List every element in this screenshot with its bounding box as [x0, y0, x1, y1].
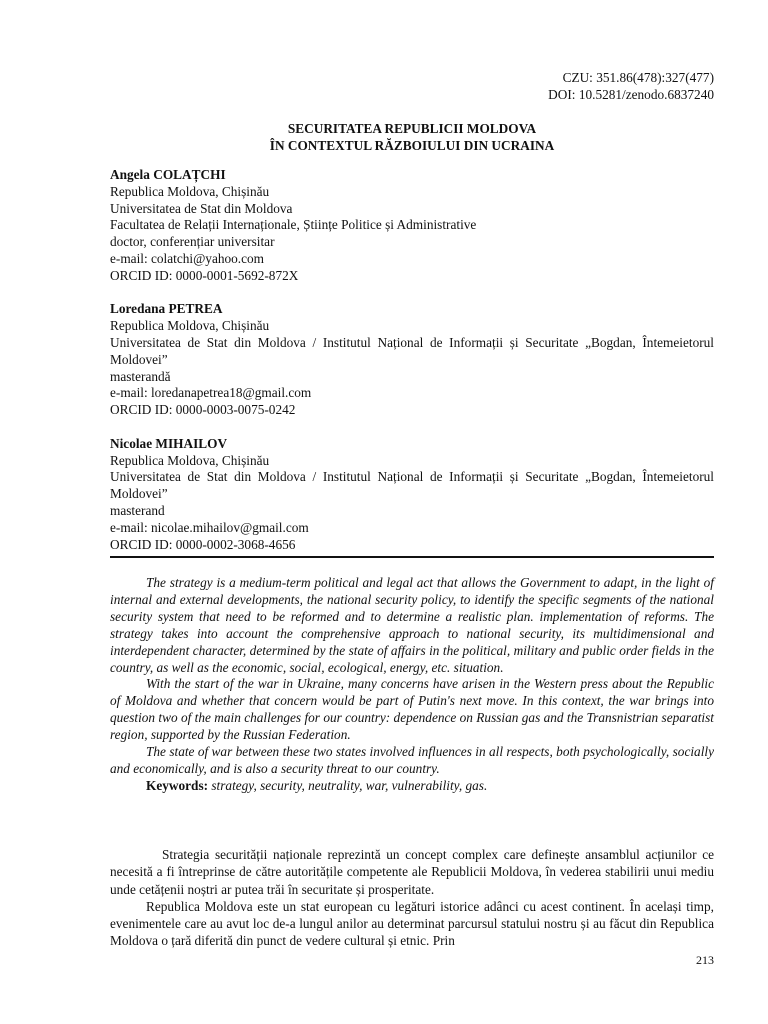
- author-block: [110, 167, 714, 285]
- abstract-paragraph: The state of war between these two states involved influences in all respects, both psychologically, socially and economically, and is also a security threat to our country.: [110, 744, 714, 776]
- author-name: Angela COLAȚCHI: [110, 167, 226, 182]
- doi: DOI: 10.5281/zenodo.6837240: [548, 87, 714, 102]
- keywords-label: Keywords:: [146, 777, 209, 793]
- author-faculty: Facultatea de Relații Internaționale, Științe Politice și Administrative: [110, 217, 477, 233]
- abstract: [110, 575, 714, 795]
- author-title: masterandă: [110, 368, 171, 384]
- body-text: [110, 846, 714, 950]
- abstract-paragraph: The strategy is a medium-term political and legal act that allows the Government to adapt, in the light of internal and external developments, the national security policy, to identify the specific segments of the national security system that need to be reformed and to determine a realistic plan. implementation of reforms. The strategy takes into account the comprehensive approach to national security, its multidimensional and interdependent character, determined by the state of affairs in the political, military and public order fields in the country, as well as the economic, social, ecological, energy, etc. situation.: [110, 575, 714, 675]
- czu-code: CZU: 351.86(478):327(477): [562, 70, 714, 85]
- body-paragraph: Republica Moldova este un stat european cu legături istorice adânci cu acest continent. În același timp, evenimentele care au avut loc de-a lungul anilor au determinat parcursul statului nostru și au făcut din Republica Moldova o țară diferită din punct de vedere cultural și etnic. Prin: [110, 898, 714, 949]
- author-location: Republica Moldova, Chișinău: [110, 452, 270, 468]
- author-name: Loredana PETREA: [110, 301, 223, 317]
- page-number: 213: [696, 953, 714, 967]
- section-divider: [110, 556, 714, 558]
- author-location: Republica Moldova, Chișinău: [110, 183, 270, 199]
- paper-title-line-1: SECURITATEA REPUBLICII MOLDOVA: [287, 121, 537, 136]
- author-university: Universitatea de Stat din Moldova: [110, 200, 293, 216]
- keywords-list: strategy, security, neutrality, war, vulnerability, gas.: [208, 777, 488, 793]
- body-paragraph: Strategia securității naționale reprezintă un concept complex care definește ansamblul acțiunilor ce necesită a fi întreprinse de către autoritățile competente ale Republicii Moldova, în vederea stabilirii unui mediu unde cetățenii noștri ar putea trăi în securitate și prosperitate.: [110, 847, 714, 897]
- paper-title-line-2: ÎN CONTEXTUL RĂZBOIULUI DIN UCRAINA: [269, 138, 555, 153]
- author-name: Nicolae MIHAILOV: [110, 435, 228, 451]
- author-orcid: ORCID ID: 0000-0002-3068-4656: [110, 536, 296, 552]
- author-affiliation: Universitatea de Stat din Moldova / Institutul Național de Informații și Securitate „Bogdan, Întemeietorul Moldovei”: [110, 469, 714, 502]
- author-block: [110, 301, 714, 419]
- author-location: Republica Moldova, Chișinău: [110, 318, 270, 334]
- author-list: [110, 167, 714, 570]
- author-orcid: ORCID ID: 0000-0001-5692-872X: [110, 267, 299, 283]
- keywords: [110, 778, 714, 795]
- author-title: doctor, conferențiar universitar: [110, 234, 275, 250]
- author-affiliation: Universitatea de Stat din Moldova / Institutul Național de Informații și Securitate „Bogdan, Întemeietorul Moldovei”: [110, 334, 714, 367]
- abstract-paragraph: With the start of the war in Ukraine, many concerns have arisen in the Western press about the Republic of Moldova and whether that concern would be part of Putin's next move. In this context, the war brings into question two of the main challenges for our country: dependence on Russian gas and the Transnistrian separatist region, supported by the Russian Federation.: [110, 676, 714, 743]
- author-orcid: ORCID ID: 0000-0003-0075-0242: [110, 402, 296, 418]
- author-title: masterand: [110, 502, 165, 518]
- author-email: e-mail: loredanapetrea18@gmail.com: [110, 385, 312, 401]
- author-email: e-mail: nicolae.mihailov@gmail.com: [110, 519, 309, 535]
- author-block: [110, 436, 714, 554]
- author-email: e-mail: colatchi@yahoo.com: [110, 250, 265, 266]
